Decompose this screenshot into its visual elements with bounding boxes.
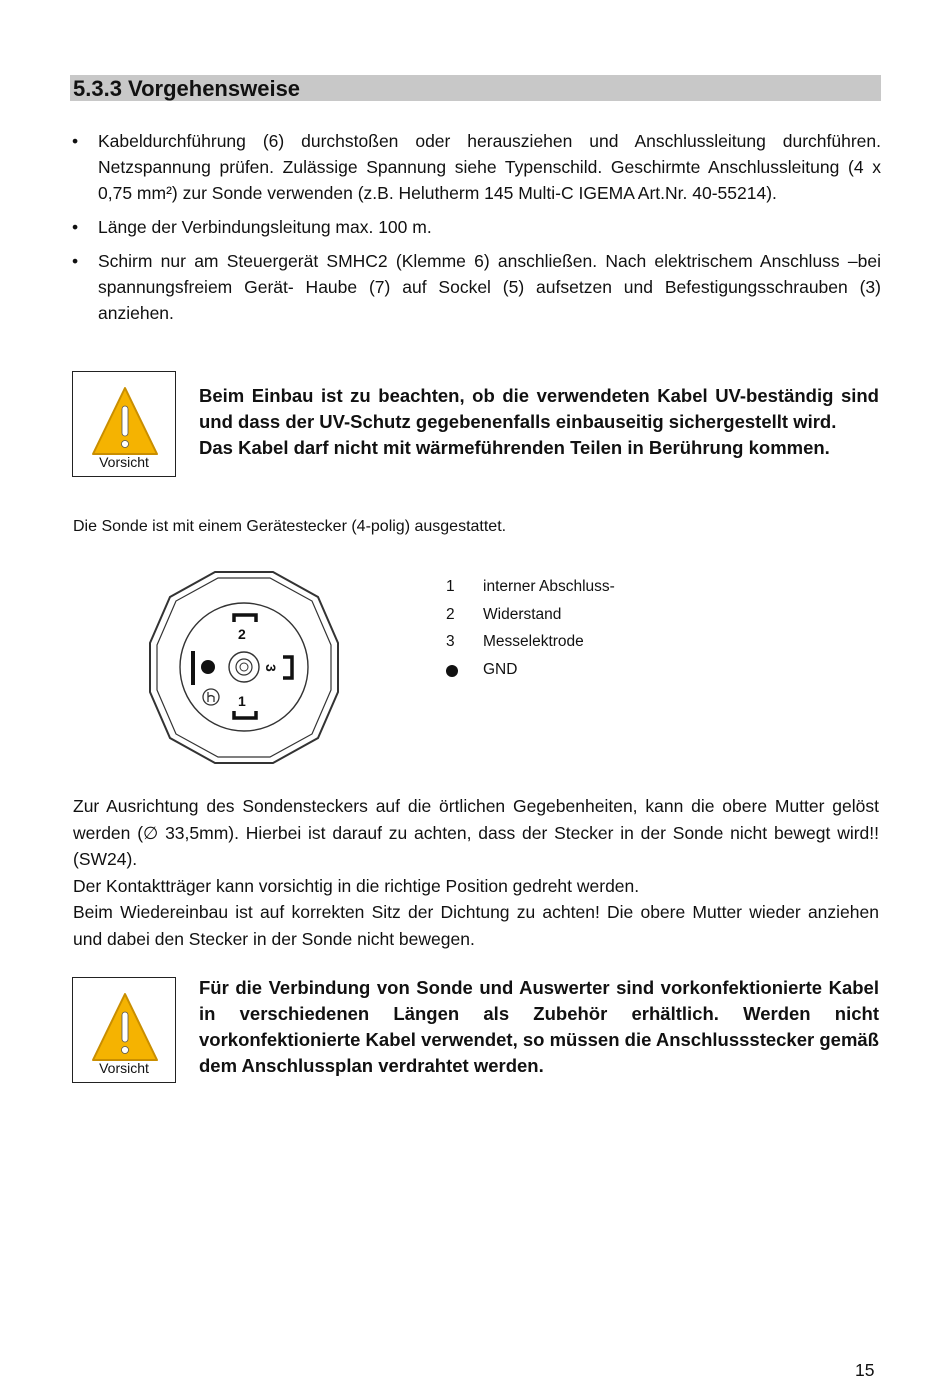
paragraph: Der Kontaktträger kann vorsichtig in die richtige Position gedreht werden. (73, 875, 640, 896)
pin-3-contact (283, 657, 292, 678)
paragraph: Beim Wiedereinbau ist auf korrekten Sitz der Dichtung zu achten! Die obere Mutter wieder anziehen und dabei den Stecker in der Sonde nicht bewegen. (73, 902, 879, 949)
warning-label: Vorsicht (99, 454, 149, 470)
paragraph: Zur Ausrichtung des Sondensteckers auf die örtlichen Gegebenheiten, kann die obere Mutter gelöst werden (∅ 33,5mm). Hierbei ist darauf zu achten, dass der Stecker in der Sonde nicht bewegt wird!! (SW24). (73, 796, 879, 869)
pin-1-contact (234, 711, 256, 718)
pin-3-label: 3 (263, 664, 279, 672)
warning-text: Für die Verbindung von Sonde und Auswerter sind vorkonfektionierte Kabel in verschiedenen Längen als Zubehör erhältlich. Werden nicht vorkonfektionierte Kabel verwendet, so müssen die Anschlussstecker gemäß dem Anschlussplan verdrahtet werden. (199, 977, 879, 1076)
bullet-icon: • (72, 251, 79, 271)
list-item: • Kabeldurchführung (6) durchstoßen oder herausziehen und Anschlussleitung durchführen. Netzspannung prüfen. Zulässige Spannung siehe Typenschild. Geschirmte Anschlussleitung (4 x 0,75 mm²) zur Sonde verwenden (z.B. Helutherm 145 Multi-C IGEMA Art.Nr. 40-55214). (70, 128, 881, 206)
bullet-icon: • (72, 217, 79, 237)
instruction-paragraphs (73, 793, 879, 952)
pin-2-label: 2 (238, 626, 246, 642)
bullet-icon: • (72, 131, 79, 151)
pin-2-contact (234, 615, 256, 622)
pin-1-label: 1 (238, 693, 246, 709)
warning-box (72, 371, 176, 477)
warning-triangle-icon (89, 990, 161, 1066)
section-heading-bar (70, 75, 881, 101)
ground-dot-icon (446, 665, 458, 677)
warning-label: Vorsicht (99, 1060, 149, 1076)
section-heading: 5.3.3 Vorgehensweise (73, 76, 301, 101)
manufacturer-mark-icon (203, 689, 219, 705)
list-item: • Länge der Verbindungsleitung max. 100 m. (70, 214, 881, 240)
warning-text: Beim Einbau ist zu beachten, ob die verwendeten Kabel UV-beständig sind und dass der UV-Schutz gegebenenfalls einbauseitig sichergestellt wird. Das Kabel darf nicht mit wärmeführenden Teilen in Berührung kommen. (199, 385, 879, 458)
instruction-list (70, 128, 881, 334)
sonde-note: Die Sonde ist mit einem Gerätestecker (4-polig) ausgestattet. (73, 518, 507, 535)
list-item: • Schirm nur am Steuergerät SMHC2 (Klemme 6) anschließen. Nach elektrischem Anschluss –bei spannungsfreiem Gerät- Haube (7) auf Sockel (5) aufsetzen und Befestigungsschrauben (3) anziehen. (70, 248, 881, 326)
connector-diagram (140, 565, 350, 770)
warning-triangle-icon (89, 384, 161, 460)
page-number: 15 (855, 1360, 875, 1380)
ground-dot (201, 660, 215, 674)
warning-box (72, 977, 176, 1083)
